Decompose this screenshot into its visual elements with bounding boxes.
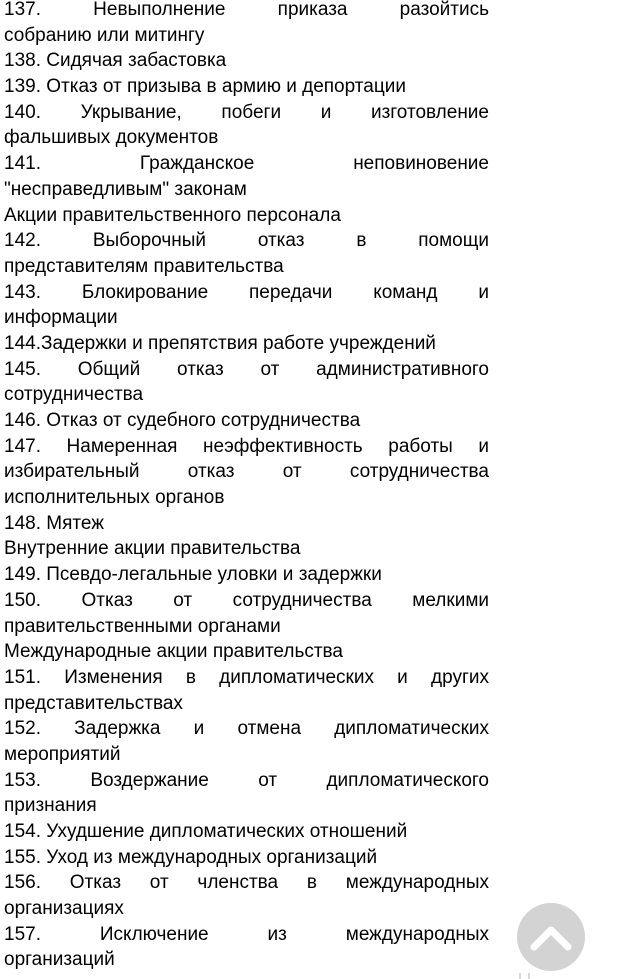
text-line: 148. Мятеж [4, 512, 104, 534]
text-line: "несправедливым" законам [4, 178, 247, 200]
text-line: 141. Гражданское неповиновение [4, 153, 489, 175]
scroll-indicator [519, 973, 539, 979]
text-line: 146. Отказ от судебного сотрудничества [4, 410, 361, 431]
text-line: 139. Отказ от призыва в армию и депортации [4, 76, 406, 98]
text-line: собранию или митингу [4, 24, 205, 46]
text-line: Акции правительственного персонала [4, 204, 341, 226]
text-line: признания [4, 795, 97, 817]
text-line: 156. Отказ от членства в международных [4, 872, 489, 894]
text-line: правительственными органами [4, 615, 281, 637]
text-line: 142. Выборочный отказ в помощи [4, 230, 489, 252]
text-line: 151. Изменения в дипломатических и других [4, 666, 489, 688]
text-line: 150. Отказ от сотрудничества мелкими [4, 589, 489, 611]
text-line: 137. Невыполнение приказа разойтись [4, 0, 489, 20]
text-line: 153. Воздержание от дипломатического [4, 769, 489, 791]
text-line: фальшивых документов [4, 127, 219, 149]
scroll-to-top-button[interactable] [517, 903, 585, 971]
text-line: 145. Общий отказ от административного [4, 358, 489, 380]
text-line: 149. Псевдо-легальные уловки и задержки [4, 564, 382, 586]
text-line: информации [4, 307, 118, 329]
text-line: Внутренние акции правительства [4, 538, 301, 560]
text-line: 143. Блокирование передачи команд и [4, 281, 489, 303]
text-line: организаций [4, 949, 115, 971]
text-line: сотрудничества [4, 384, 144, 406]
text-line: 147. Намеренная неэффективность работы и [4, 435, 489, 457]
text-line: мероприятий [4, 743, 121, 765]
text-line: 144.Задержки и препятствия работе учреждений [4, 332, 436, 354]
text-line: исполнительных органов [4, 487, 225, 509]
text-line: 140. Укрывание, побеги и изготовление [4, 101, 489, 123]
text-line: 152. Задержка и отмена дипломатических [4, 718, 489, 740]
text-line: организациях [4, 898, 124, 920]
chevron-up-icon [529, 922, 573, 952]
text-line: избирательный отказ от сотрудничества [4, 461, 489, 483]
text-line: Международные акции правительства [4, 641, 344, 663]
text-line: представительствах [4, 692, 183, 714]
text-line: 138. Сидячая забастовка [4, 50, 227, 72]
text-line: 157. Исключение из международных [4, 923, 489, 945]
text-line: 155. Уход из международных организаций [4, 846, 378, 868]
text-line: представителям правительства [4, 255, 284, 277]
text-line: 154. Ухудшение дипломатических отношений [4, 821, 408, 842]
document-text [4, 0, 489, 973]
